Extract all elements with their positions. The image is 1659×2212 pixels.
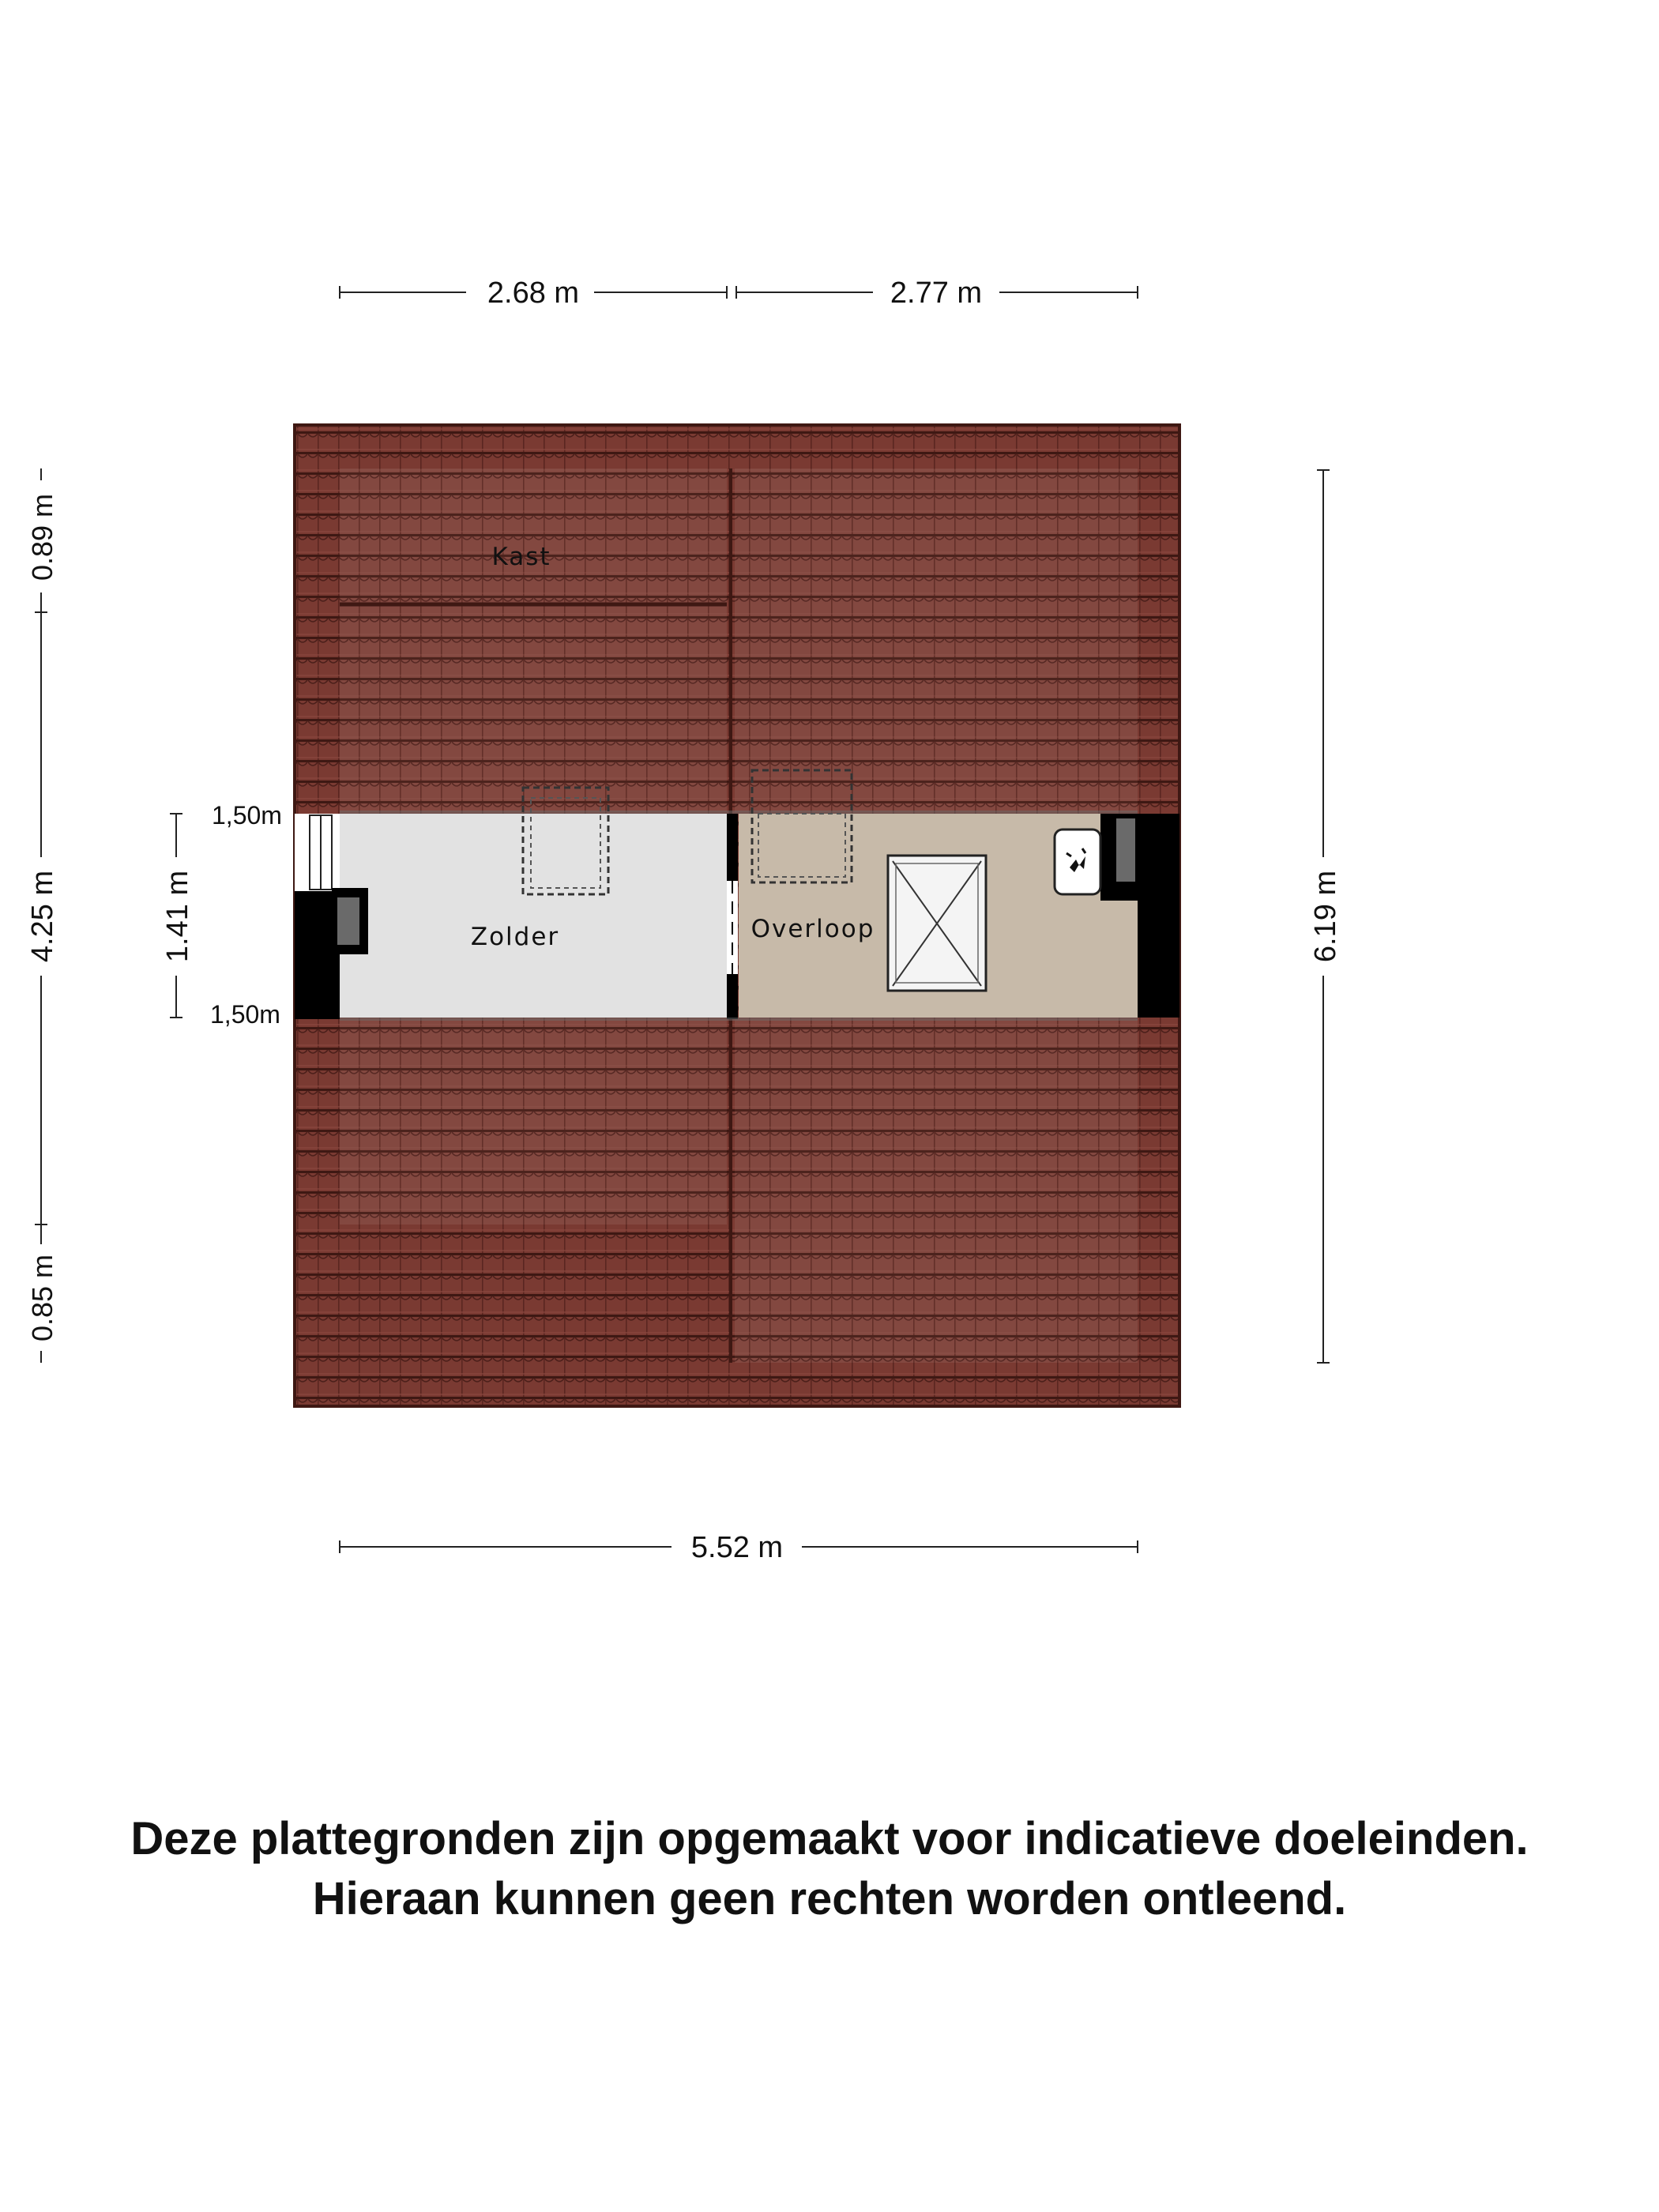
disclaimer-line-2: Hieraan kunnen geen rechten worden ontleend. (312, 1873, 1347, 1924)
dimension-bottom (340, 1531, 1138, 1564)
dim-inner-left-label: 1.41 m (161, 870, 194, 963)
roof-inner-panel-right-top (735, 468, 1138, 812)
wall-top-edge (340, 811, 1138, 814)
height-bottom-label: 1,50m (210, 1000, 280, 1029)
roof-inner-panel-left-bottom (340, 1019, 727, 1224)
window-icon (310, 815, 332, 890)
wall-right (1138, 814, 1179, 1018)
dim-left-bottom-label: 0.85 m (26, 1254, 58, 1342)
roof-inner-panel-right-bottom (735, 1019, 1138, 1363)
wall-bottom-edge (340, 1018, 1138, 1021)
stair-opening (888, 856, 986, 991)
roof-inner-panel-left-top (340, 468, 727, 812)
disclaimer (0, 1809, 1659, 1929)
dim-bottom-label: 5.52 m (690, 1531, 784, 1564)
room-label-kast: Kast (491, 543, 551, 571)
dimension-inner-left (161, 801, 282, 1029)
chimney-right-inner (1116, 818, 1135, 882)
wall-center-upper (727, 814, 738, 881)
dimension-right (1309, 470, 1342, 1363)
wall-center-lower (727, 974, 738, 1019)
room-label-overloop: Overloop (750, 915, 875, 943)
dim-right-label: 6.19 m (1309, 870, 1342, 963)
height-top-label: 1,50m (212, 801, 282, 830)
dimension-left (26, 468, 59, 1363)
disclaimer-line-1: Deze plattegronden zijn opgemaakt voor indicatieve doeleinden. (130, 1813, 1529, 1864)
chimney-left-inner (337, 897, 359, 945)
dim-top-right-label: 2.77 m (890, 276, 983, 310)
dimension-top (340, 276, 1138, 310)
zolder-floor (340, 814, 727, 1018)
room-zolder (340, 814, 727, 1018)
room-label-zolder: Zolder (470, 923, 560, 951)
dim-left-top-label: 0.89 m (26, 493, 58, 581)
dim-top-left-label: 2.68 m (487, 276, 580, 310)
dim-left-middle-label: 4.25 m (26, 870, 59, 963)
heater-icon (1055, 830, 1100, 894)
